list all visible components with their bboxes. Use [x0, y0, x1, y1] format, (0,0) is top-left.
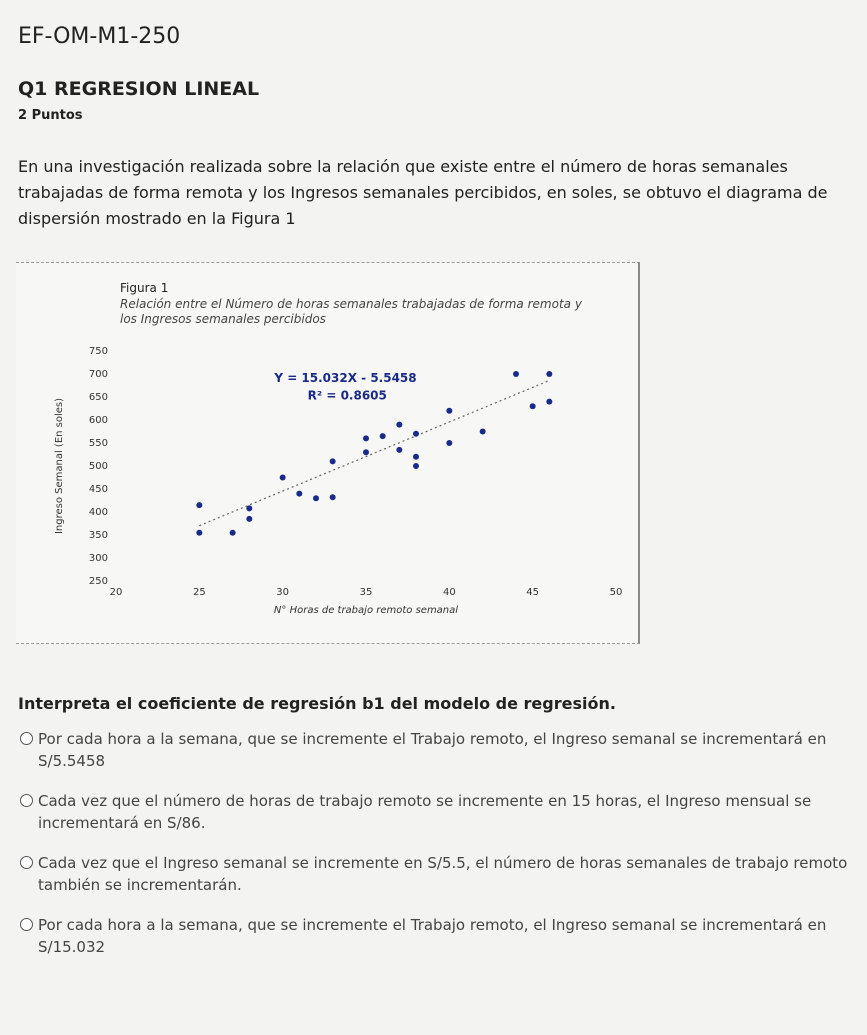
question-title: Q1 REGRESION LINEAL — [18, 78, 260, 100]
data-point — [330, 494, 336, 500]
data-point — [280, 475, 286, 481]
data-point — [413, 463, 419, 469]
regression-equation: Y = 15.032X - 5.5458 — [274, 370, 417, 385]
figure-label: Figura 1 — [120, 281, 169, 295]
radio-button[interactable] — [20, 732, 33, 745]
option-1[interactable] — [14, 728, 854, 772]
data-point — [246, 516, 252, 522]
answer-options — [14, 728, 854, 976]
y-tick-label: 500 — [88, 461, 108, 472]
data-point — [396, 422, 402, 428]
figure-caption: Relación entre el Número de horas semanales trabajadas de forma remota y los Ingresos semanales percibidos — [120, 297, 582, 326]
question-prompt: Interpreta el coeficiente de regresión b1 del modelo de regresión. — [18, 694, 616, 713]
y-tick-label: 700 — [88, 369, 108, 380]
y-tick-label: 600 — [88, 415, 108, 426]
data-point — [313, 495, 319, 501]
question-points: 2 Puntos — [18, 108, 83, 123]
data-point — [196, 530, 202, 536]
y-tick-label: 550 — [88, 438, 108, 449]
data-point — [380, 433, 386, 439]
option-text: Por cada hora a la semana, que se incremente el Trabajo remoto, el Ingreso semanal se incrementará en S/15.032 — [38, 916, 827, 956]
radio-button[interactable] — [20, 856, 33, 869]
data-point — [480, 429, 486, 435]
data-point — [446, 440, 452, 446]
option-3[interactable] — [14, 852, 854, 896]
data-point — [363, 449, 369, 455]
option-2[interactable] — [14, 790, 854, 834]
y-tick-label: 250 — [88, 576, 108, 587]
y-tick-label: 300 — [88, 553, 108, 564]
x-tick-label: 25 — [192, 587, 206, 598]
option-text: Por cada hora a la semana, que se incremente el Trabajo remoto, el Ingreso semanal se incrementará en S/5.5458 — [38, 730, 827, 770]
x-tick-label: 20 — [109, 587, 123, 598]
option-text: Cada vez que el Ingreso semanal se incremente en S/5.5, el número de horas semanales de trabajo remoto también se incrementarán. — [38, 854, 848, 894]
exam-code: EF-OM-M1-250 — [18, 24, 181, 49]
data-point — [396, 447, 402, 453]
data-point — [546, 399, 552, 405]
y-tick-label: 350 — [88, 530, 108, 541]
radio-button[interactable] — [20, 794, 33, 807]
r-squared-label: R² = 0.8605 — [307, 388, 387, 403]
data-point — [413, 431, 419, 437]
data-point — [230, 530, 236, 536]
x-tick-label: 45 — [526, 587, 540, 598]
data-point — [546, 371, 552, 377]
option-4[interactable] — [14, 914, 854, 958]
data-point — [530, 403, 536, 409]
data-point — [363, 435, 369, 441]
y-tick-label: 650 — [88, 392, 108, 403]
data-point — [196, 502, 202, 508]
scatter-chart — [16, 263, 638, 643]
data-point — [446, 408, 452, 414]
radio-button[interactable] — [20, 918, 33, 931]
data-point — [513, 371, 519, 377]
data-point — [330, 458, 336, 464]
x-axis-title: N° Horas de trabajo remoto semanal — [273, 605, 459, 616]
y-tick-label: 400 — [88, 507, 108, 518]
x-tick-label: 35 — [359, 587, 373, 598]
data-point — [246, 505, 252, 511]
y-tick-label: 750 — [88, 346, 108, 357]
data-point — [296, 491, 302, 497]
x-tick-label: 40 — [442, 587, 456, 598]
figure-container — [16, 262, 640, 644]
y-axis-title: Ingreso Semanal (En soles) — [54, 397, 65, 535]
y-tick-label: 450 — [88, 484, 108, 495]
question-statement: En una investigación realizada sobre la relación que existe entre el número de horas semanales trabajadas de forma remota y los Ingresos semanales percibidos, en soles, se obtuvo el diagrama de dispersión mostrado en la Figura 1 — [18, 157, 828, 228]
option-text: Cada vez que el número de horas de trabajo remoto se incremente en 15 horas, el Ingreso mensual se incrementará en S/86. — [38, 792, 812, 832]
data-point — [413, 454, 419, 460]
x-tick-label: 30 — [276, 587, 290, 598]
x-tick-label: 50 — [609, 587, 623, 598]
